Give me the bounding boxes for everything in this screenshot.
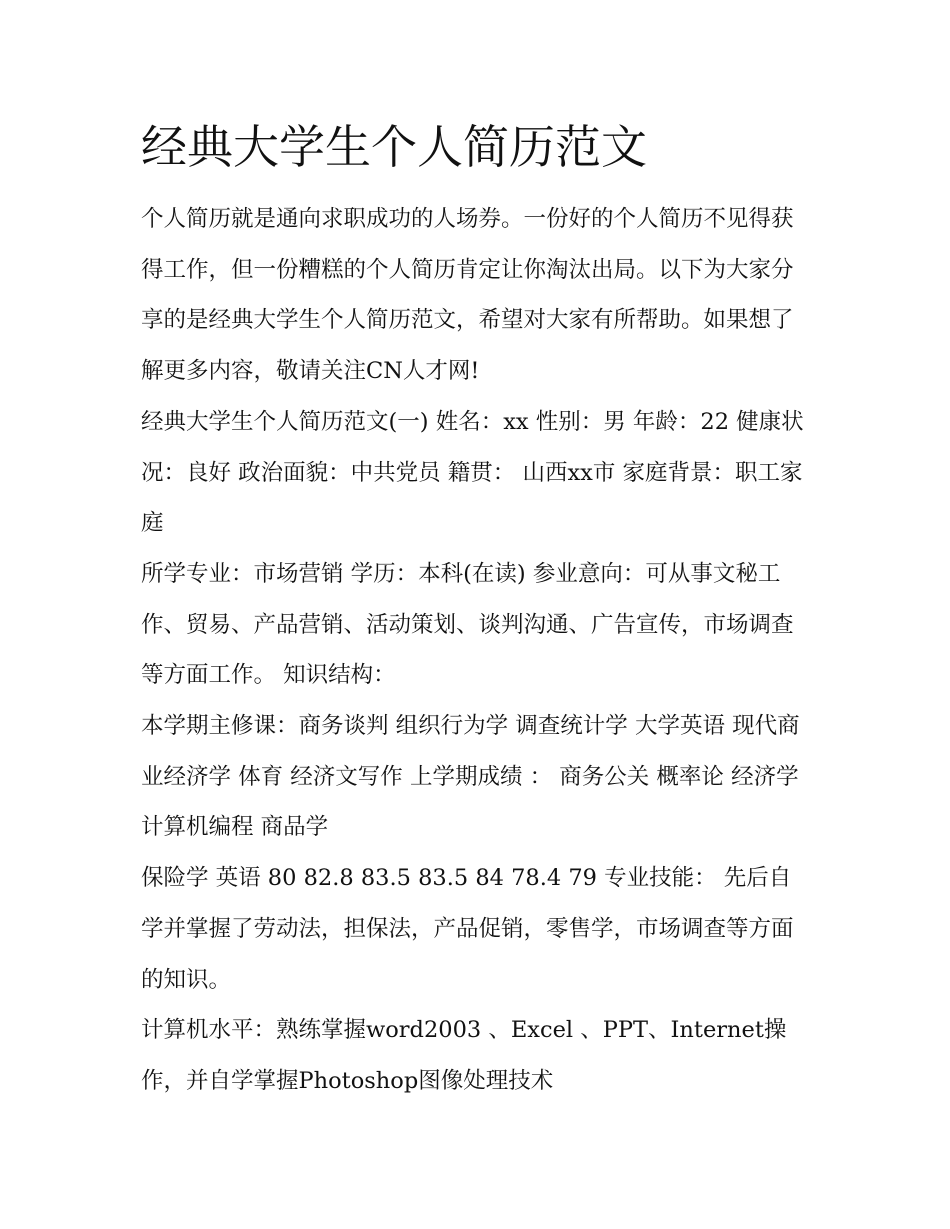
skills-paragraph: 保险学 英语 80 82.8 83.5 83.5 84 78.4 79 专业技能： 先后自学并掌握了劳动法，担保法，产品促销，零售学，市场调查等方面的知识。 [141, 865, 794, 993]
document-page [141, 112, 813, 1107]
computer-skills-paragraph: 计算机水平：熟练掌握word2003 、Excel 、PPT、Internet操作，并自学掌握Photoshop图像处理技术 [141, 1017, 787, 1094]
page-title: 经典大学生个人简历范文 [141, 120, 647, 174]
intro-paragraph: 个人简历就是通向求职成功的人场券。一份好的个人简历不见得获得工作，但一份糟糕的个人简历肯定让你淘汰出局。以下为大家分享的是经典大学生个人简历范文，希望对大家有所帮助。如果想了解更多内容，敬请关注CN人才网! [141, 206, 794, 385]
courses-paragraph: 本学期主修课：商务谈判 组织行为学 调查统计学 大学英语 现代商业经济学 体育 经济文写作 上学期成绩 ： 商务公关 概率论 经济学 计算机编程 商品学 [141, 713, 800, 841]
major-paragraph: 所学专业：市场营销 学历：本科(在读) 参业意向：可从事文秘工作、贸易、产品营销、活动策划、谈判沟通、广告宣传，市场调查等方面工作。 知识结构： [141, 560, 794, 689]
personal-info-paragraph: 经典大学生个人简历范文(一) 姓名：xx 性别：男 年龄：22 健康状况：良好 政治面貌：中共党员 籍贯： 山西xx市 家庭背景：职工家庭 [141, 408, 804, 537]
